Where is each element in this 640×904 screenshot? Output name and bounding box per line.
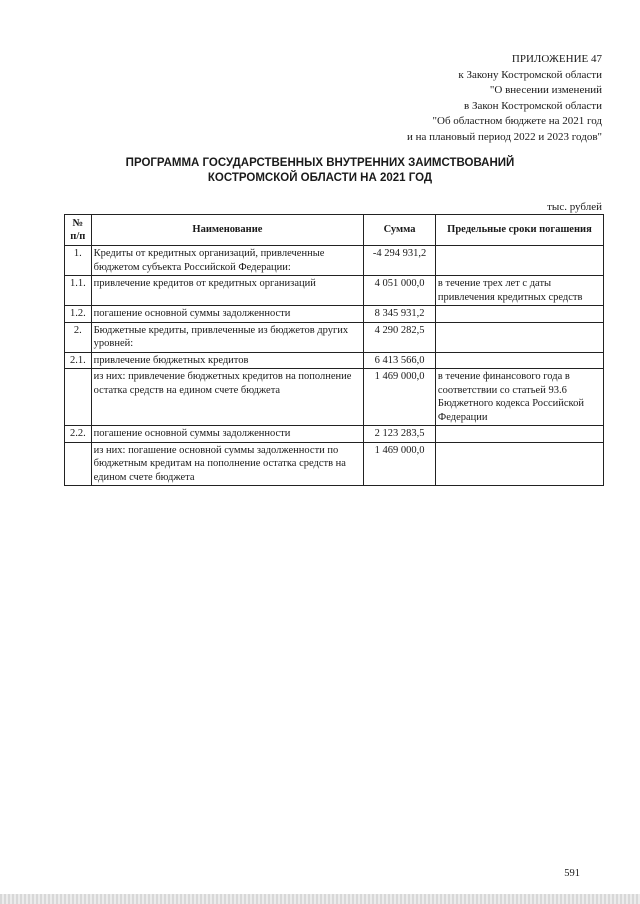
table-row (65, 352, 604, 369)
cell-term (435, 442, 603, 486)
cell-num: 1.2. (65, 306, 92, 323)
scan-footer-strip (0, 894, 640, 904)
header-num: № п/п (65, 215, 92, 246)
cell-name: привлечение кредитов от кредитных организаций (91, 276, 364, 306)
cell-sum: 4 290 282,5 (364, 322, 436, 352)
title-line-1: ПРОГРАММА ГОСУДАРСТВЕННЫХ ВНУТРЕННИХ ЗАИМСТВОВАНИЙ (125, 157, 515, 169)
cell-name: Кредиты от кредитных организаций, привлеченные бюджетом субъекта Российской Федерации: (91, 246, 364, 276)
cell-sum: 1 469 000,0 (364, 369, 436, 426)
cell-name: Бюджетные кредиты, привлеченные из бюджетов других уровней: (91, 322, 364, 352)
cell-term (435, 352, 603, 369)
header-sum: Сумма (364, 215, 436, 246)
cell-num (65, 442, 92, 486)
cell-term: в течение трех лет с даты привлечения кредитных средств (435, 276, 603, 306)
cell-num: 1. (65, 246, 92, 276)
table-row (65, 246, 604, 276)
cell-term (435, 306, 603, 323)
cell-name: погашение основной суммы задолженности (91, 426, 364, 443)
table-row (65, 369, 604, 426)
cell-term (435, 322, 603, 352)
header-term: Предельные сроки погашения (435, 215, 603, 246)
appendix-line: в Закон Костромской области (464, 99, 602, 112)
cell-term (435, 426, 603, 443)
cell-name: из них: погашение основной суммы задолженности по бюджетным кредитам на пополнение остатка средств на едином счете бюджета (91, 442, 364, 486)
table-row (65, 322, 604, 352)
units-label: тыс. рублей (547, 201, 602, 213)
cell-sum: 2 123 283,5 (364, 426, 436, 443)
appendix-line: и на плановый период 2022 и 2023 годов" (406, 130, 602, 143)
table-row (65, 276, 604, 306)
appendix-line: ПРИЛОЖЕНИЕ 47 (511, 53, 602, 65)
cell-sum: 6 413 566,0 (364, 352, 436, 369)
cell-name: привлечение бюджетных кредитов (91, 352, 364, 369)
title-line-2: КОСТРОМСКОЙ ОБЛАСТИ НА 2021 ГОД (207, 172, 433, 184)
table-row (65, 426, 604, 443)
appendix-line: "О внесении изменений (489, 84, 602, 96)
appendix-header (302, 52, 602, 145)
table-row (65, 442, 604, 486)
header-name: Наименование (91, 215, 364, 246)
cell-num: 1.1. (65, 276, 92, 306)
cell-num: 2. (65, 322, 92, 352)
table-header-row (65, 215, 604, 246)
cell-term: в течение финансового года в соответствии со статьей 93.6 Бюджетного кодекса Российской Федерации (435, 369, 603, 426)
cell-sum: -4 294 931,2 (364, 246, 436, 276)
page-number: 591 (564, 868, 580, 879)
cell-sum: 8 345 931,2 (364, 306, 436, 323)
document-title (0, 156, 640, 186)
appendix-line: к Закону Костромской области (458, 68, 602, 81)
cell-num: 2.2. (65, 426, 92, 443)
cell-num (65, 369, 92, 426)
cell-sum: 4 051 000,0 (364, 276, 436, 306)
borrowing-table (64, 214, 604, 486)
cell-sum: 1 469 000,0 (364, 442, 436, 486)
appendix-line: "Об областном бюджете на 2021 год (432, 115, 602, 127)
cell-name: погашение основной суммы задолженности (91, 306, 364, 323)
cell-term (435, 246, 603, 276)
table-row (65, 306, 604, 323)
cell-name: из них: привлечение бюджетных кредитов на пополнение остатка средств на едином счете бюджета (91, 369, 364, 426)
cell-num: 2.1. (65, 352, 92, 369)
